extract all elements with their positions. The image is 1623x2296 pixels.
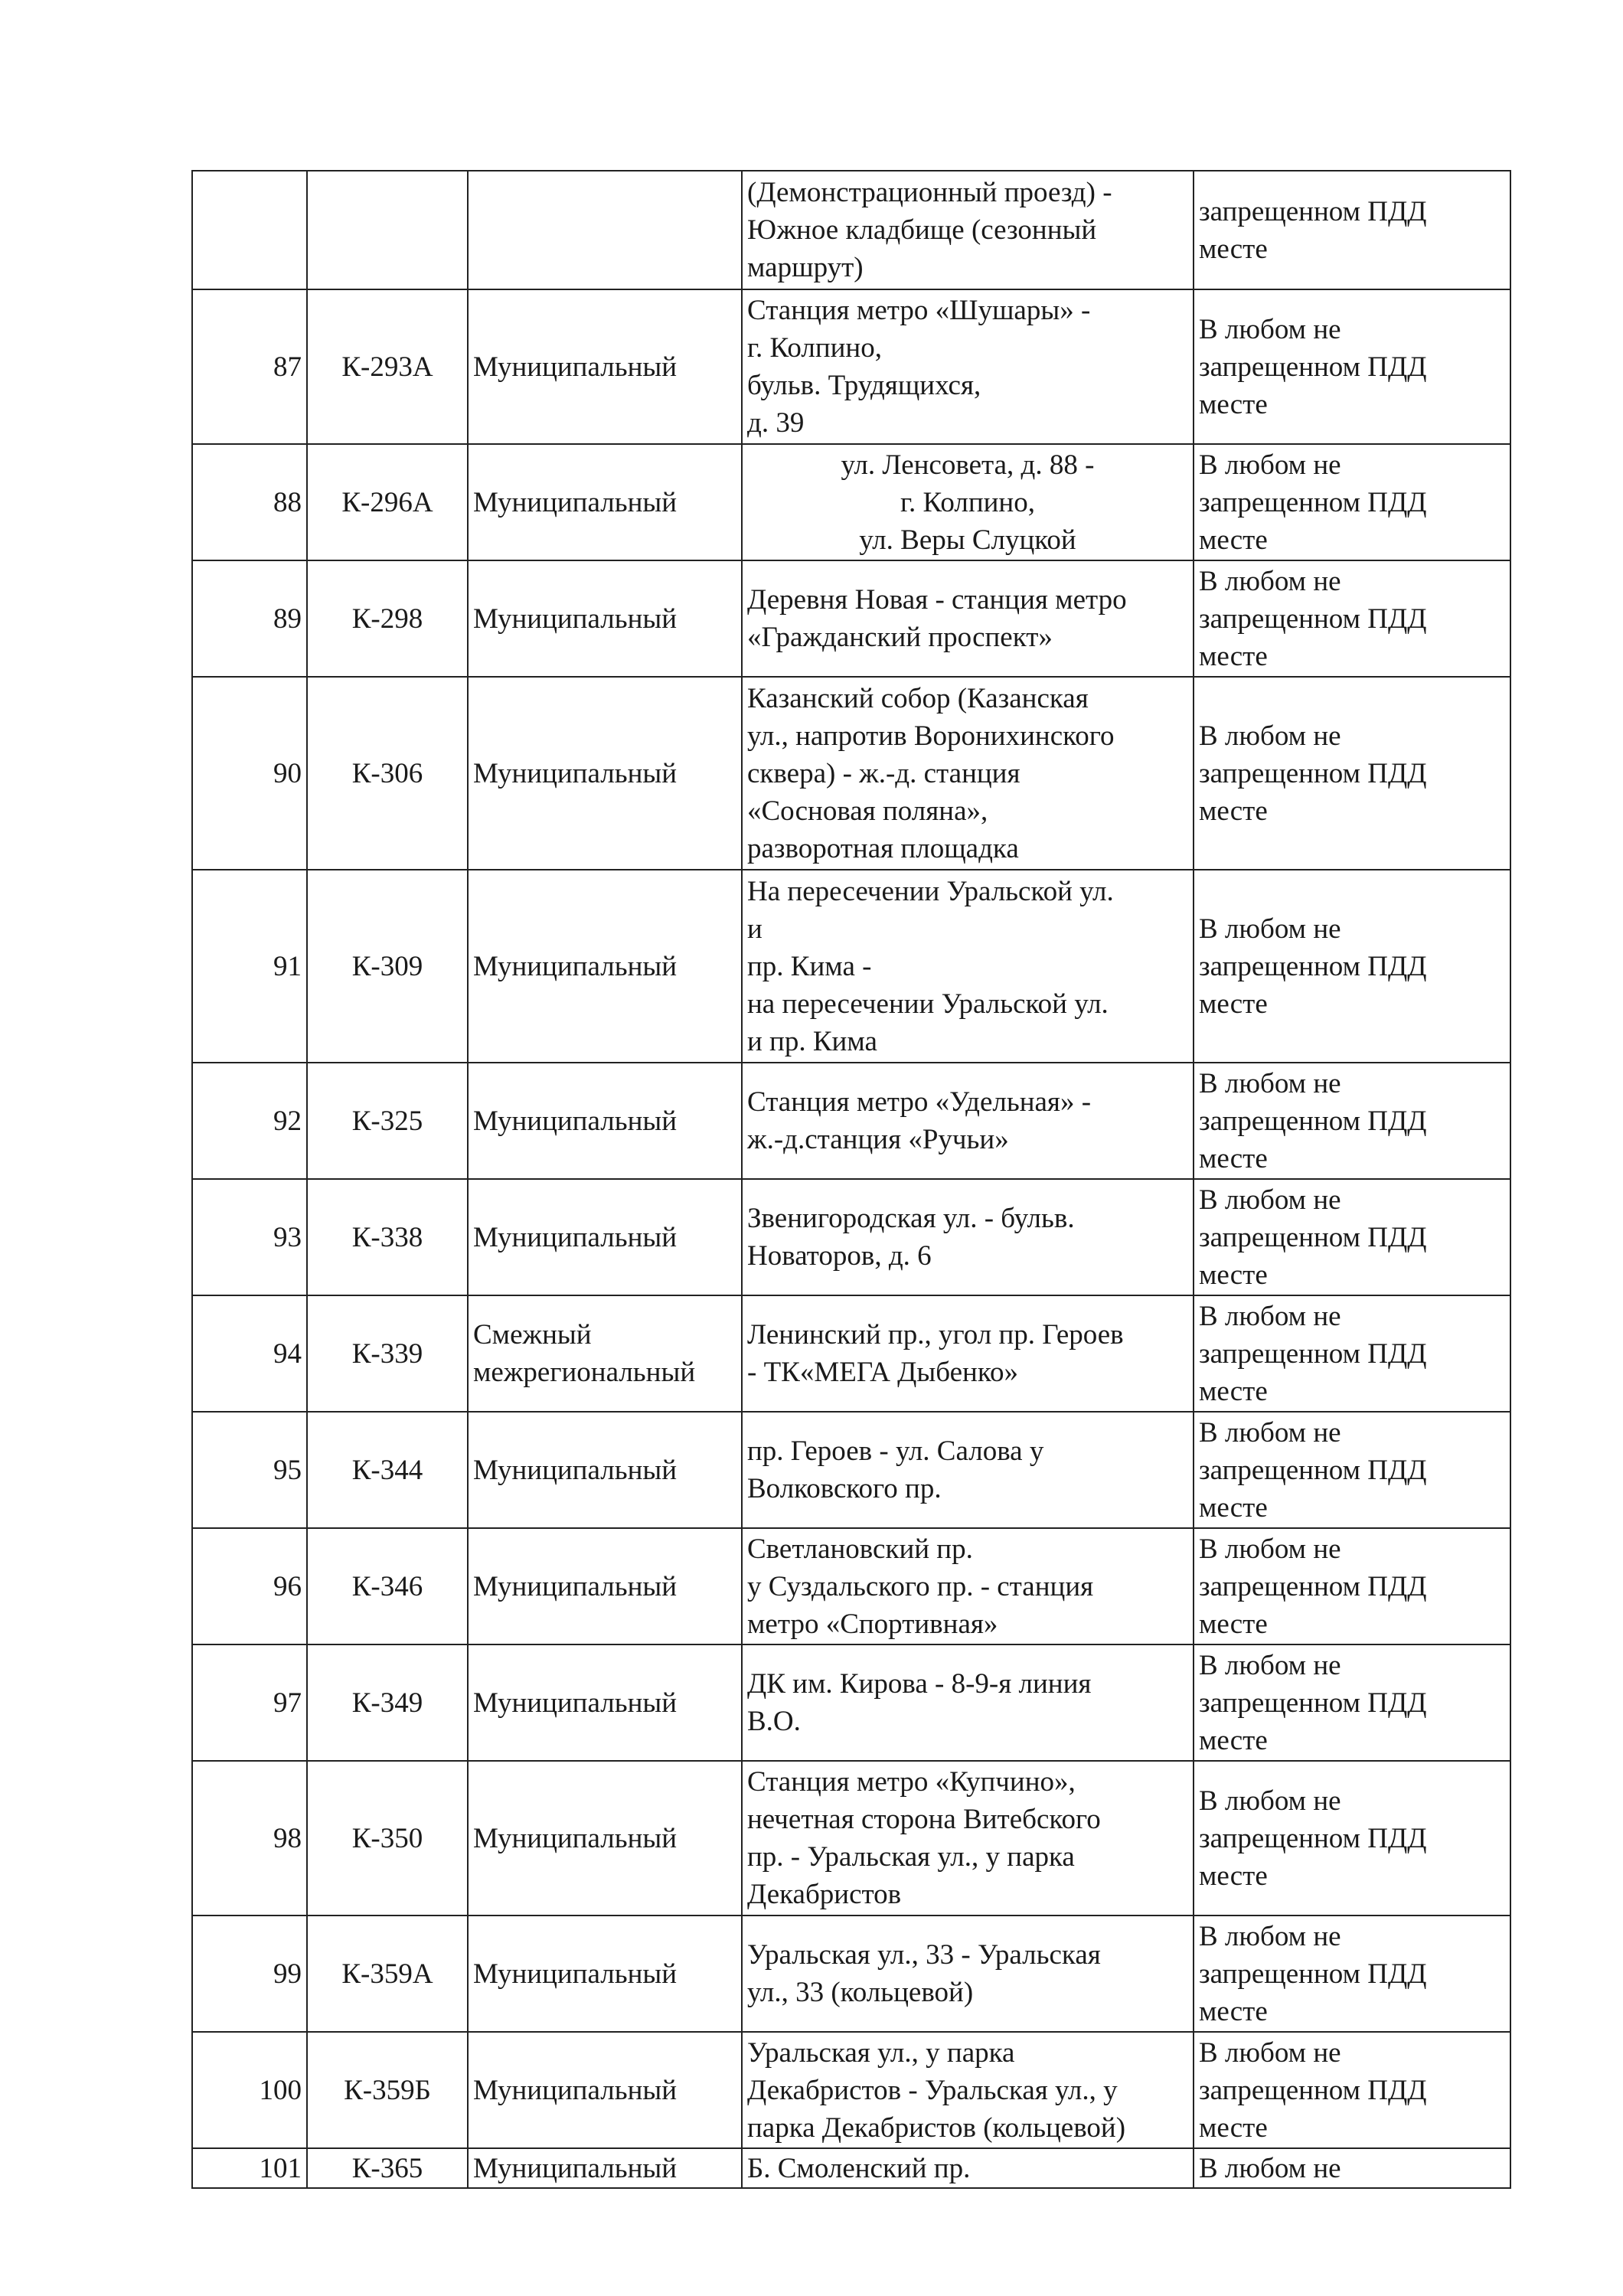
stop-rule-line: запрещенном ПДД <box>1199 1221 1427 1253</box>
row-number-cell <box>192 1063 307 1179</box>
route-type-cell <box>468 289 742 444</box>
row-number-cell <box>192 1761 307 1916</box>
stop-rule-cell <box>1194 1179 1510 1295</box>
stop-rule-line: месте <box>1199 233 1268 265</box>
route-code-cell <box>307 444 468 560</box>
route-path-line: Ленинский пр., угол пр. Героев <box>747 1319 1124 1350</box>
row-number: 94 <box>273 1337 302 1370</box>
route-type-line: Муниципальный <box>473 1687 678 1719</box>
stop-rule-cell <box>1194 1916 1510 2032</box>
row-number: 93 <box>273 1221 302 1253</box>
stop-rule-cell <box>1194 1644 1510 1761</box>
stop-rule-line: месте <box>1199 2111 1268 2144</box>
table-row <box>192 870 1510 1063</box>
route-path-line: у Суздальского пр. - станция <box>747 1570 1094 1602</box>
stop-rule-cell <box>1194 171 1510 289</box>
route-type-line: Муниципальный <box>473 1958 678 1990</box>
route-type-line: Муниципальный <box>473 1454 678 1486</box>
stop-rule-line: месте <box>1199 640 1268 672</box>
row-number: 90 <box>273 757 302 789</box>
stop-rule-cell <box>1194 1761 1510 1916</box>
stop-rule-cell <box>1194 1295 1510 1412</box>
row-number: 97 <box>273 1687 302 1719</box>
route-type-line: Муниципальный <box>473 1105 678 1137</box>
route-type-cell <box>468 1644 742 1761</box>
route-code-cell <box>307 289 468 444</box>
route-type-line: Муниципальный <box>473 351 678 383</box>
route-path-line: пр. Кима - <box>747 950 872 982</box>
route-code-cell <box>307 1412 468 1528</box>
route-path-line: г. Колпино, <box>747 332 882 364</box>
row-number: 92 <box>273 1105 302 1137</box>
stop-rule-line: запрещенном ПДД <box>1199 1822 1427 1854</box>
row-number-cell <box>192 2032 307 2148</box>
table-row <box>192 289 1510 444</box>
route-path-line: Станция метро «Купчино», <box>747 1766 1076 1798</box>
stop-rule-line: В любом не <box>1199 565 1341 597</box>
stop-rule-cell <box>1194 1063 1510 1179</box>
route-code: К-339 <box>351 1337 423 1370</box>
stop-rule-line: В любом не <box>1199 1785 1341 1817</box>
stop-rule-line: В любом не <box>1199 2152 1341 2184</box>
row-number-cell <box>192 171 307 289</box>
route-path-line: парка Декабристов (кольцевой) <box>747 2111 1126 2144</box>
route-code-cell <box>307 677 468 870</box>
route-path-cell <box>742 1295 1194 1412</box>
row-number: 91 <box>273 950 302 982</box>
stop-rule-cell <box>1194 444 1510 560</box>
route-code: К-346 <box>351 1570 423 1602</box>
stop-rule-line: В любом не <box>1199 1920 1341 1952</box>
route-path-line: разворотная площадка <box>747 832 1019 864</box>
route-type-cell <box>468 1412 742 1528</box>
row-number-cell <box>192 560 307 677</box>
route-type-line: Муниципальный <box>473 1221 678 1253</box>
route-type-cell <box>468 444 742 560</box>
row-number-cell <box>192 2148 307 2188</box>
route-path-line: Южное кладбище (сезонный <box>747 214 1097 246</box>
route-path-line: и пр. Кима <box>747 1025 877 1057</box>
route-type-cell <box>468 677 742 870</box>
stop-rule-line: месте <box>1199 1724 1268 1756</box>
table-row <box>192 1644 1510 1761</box>
routes-table-body <box>192 171 1510 2188</box>
routes-table <box>191 170 1511 2189</box>
route-path-cell <box>742 1179 1194 1295</box>
row-number: 95 <box>273 1454 302 1486</box>
table-row <box>192 1295 1510 1412</box>
route-path-cell <box>742 444 1194 560</box>
route-type-line: Смежный <box>473 1319 592 1350</box>
route-path-cell <box>742 560 1194 677</box>
stop-rule-line: В любом не <box>1199 913 1341 945</box>
stop-rule-line: запрещенном ПДД <box>1199 2074 1427 2106</box>
stop-rule-line: месте <box>1199 795 1268 827</box>
stop-rule-line: месте <box>1199 1375 1268 1407</box>
route-path-line: ул., 33 (кольцевой) <box>747 1977 974 2008</box>
table-row <box>192 444 1510 560</box>
route-path-line: Станция метро «Шушары» - <box>747 295 1091 326</box>
route-code: К-306 <box>351 757 423 789</box>
route-type-cell <box>468 171 742 289</box>
route-type-line: Муниципальный <box>473 1822 678 1854</box>
route-type-line: Муниципальный <box>473 2152 678 2184</box>
route-path-line: и <box>747 913 763 945</box>
table-row <box>192 1528 1510 1644</box>
route-type-cell <box>468 1916 742 2032</box>
stop-rule-line: В любом не <box>1199 1416 1341 1448</box>
row-number: 89 <box>273 603 302 635</box>
stop-rule-cell <box>1194 677 1510 870</box>
row-number-cell <box>192 289 307 444</box>
route-code-cell <box>307 1063 468 1179</box>
stop-rule-cell <box>1194 289 1510 444</box>
route-type-line: Муниципальный <box>473 1570 678 1602</box>
row-number: 96 <box>273 1570 302 1602</box>
route-path-line: ж.-д.станция «Ручьи» <box>747 1124 1009 1155</box>
stop-rule-line: В любом не <box>1199 2036 1341 2069</box>
row-number-cell <box>192 870 307 1063</box>
route-path-cell <box>742 289 1194 444</box>
stop-rule-cell <box>1194 2032 1510 2148</box>
route-path-line: (Демонстрационный проезд) - <box>747 177 1112 208</box>
route-code: К-365 <box>351 2152 423 2184</box>
stop-rule-line: месте <box>1199 1995 1268 2027</box>
route-path-cell <box>742 1644 1194 1761</box>
stop-rule-line: месте <box>1199 988 1268 1020</box>
stop-rule-line: месте <box>1199 524 1268 556</box>
route-path-line: Казанский собор (Казанская <box>747 682 1089 714</box>
route-path-line: сквера) - ж.-д. станция <box>747 757 1020 789</box>
route-code: К-359А <box>341 1958 433 1990</box>
route-code: К-296А <box>341 486 433 518</box>
stop-rule-line: В любом не <box>1199 1533 1341 1565</box>
route-path-line: - ТК«МЕГА Дыбенко» <box>747 1357 1018 1388</box>
route-type-cell <box>468 1063 742 1179</box>
route-path-line: Деревня Новая - станция метро <box>747 584 1127 616</box>
table-row <box>192 1761 1510 1916</box>
route-path-line: «Гражданский проспект» <box>747 622 1053 653</box>
stop-rule-line: месте <box>1199 1142 1268 1174</box>
route-type-cell <box>468 2148 742 2188</box>
row-number-cell <box>192 1528 307 1644</box>
route-type-line: Муниципальный <box>473 950 678 982</box>
route-path-line: бульв. Трудящихся, <box>747 370 981 401</box>
row-number-cell <box>192 1179 307 1295</box>
table-row <box>192 1916 1510 2032</box>
route-type-cell <box>468 870 742 1063</box>
stop-rule-line: В любом не <box>1199 1649 1341 1681</box>
route-path-line: Декабристов <box>747 1879 902 1910</box>
row-number-cell <box>192 1644 307 1761</box>
stop-rule-line: В любом не <box>1199 720 1341 752</box>
route-type-cell <box>468 1761 742 1916</box>
stop-rule-line: В любом не <box>1199 1184 1341 1216</box>
route-path-cell <box>742 1063 1194 1179</box>
stop-rule-line: запрещенном ПДД <box>1199 351 1427 383</box>
route-path-line: ул., напротив Воронихинского <box>747 720 1115 752</box>
route-code: К-309 <box>351 950 423 982</box>
route-path-line: Звенигородская ул. - бульв. <box>747 1203 1075 1234</box>
route-path-line: Уральская ул., у парка <box>747 2036 1015 2069</box>
route-code: К-298 <box>351 603 423 635</box>
row-number-cell <box>192 1412 307 1528</box>
row-number-cell <box>192 1916 307 2032</box>
route-path-line: «Сосновая поляна», <box>747 795 988 827</box>
route-path-cell <box>742 870 1194 1063</box>
route-path-line: Декабристов - Уральская ул., у <box>747 2074 1118 2106</box>
route-code-cell <box>307 1916 468 2032</box>
stop-rule-line: запрещенном ПДД <box>1199 1958 1427 1990</box>
table-row <box>192 171 1510 289</box>
route-path-cell <box>742 171 1194 289</box>
stop-rule-line: запрещенном ПДД <box>1199 1687 1427 1719</box>
stop-rule-line: В любом не <box>1199 449 1341 481</box>
route-path-line: ул. Веры Слуцкой <box>859 524 1076 556</box>
route-type-line: Муниципальный <box>473 486 678 518</box>
route-code-cell <box>307 2032 468 2148</box>
route-path-cell <box>742 1412 1194 1528</box>
route-code-cell <box>307 1295 468 1412</box>
route-code: К-344 <box>351 1454 423 1486</box>
route-type-line: Муниципальный <box>473 603 678 635</box>
stop-rule-line: запрещенном ПДД <box>1199 195 1427 227</box>
route-path-line: пр. Героев - ул. Салова у <box>747 1435 1044 1467</box>
route-code: К-350 <box>351 1822 423 1854</box>
stop-rule-line: месте <box>1199 1259 1268 1291</box>
route-code: К-338 <box>351 1221 423 1253</box>
row-number: 98 <box>273 1822 302 1854</box>
stop-rule-line: запрещенном ПДД <box>1199 950 1427 982</box>
table-row <box>192 677 1510 870</box>
stop-rule-line: запрещенном ПДД <box>1199 1105 1427 1137</box>
route-type-cell <box>468 2032 742 2148</box>
stop-rule-line: В любом не <box>1199 1300 1341 1332</box>
row-number: 87 <box>273 351 302 383</box>
row-number: 99 <box>273 1958 302 1990</box>
route-code-cell <box>307 2148 468 2188</box>
route-path-line: на пересечении Уральской ул. <box>747 988 1109 1020</box>
route-type-line: межрегиональный <box>473 1357 696 1388</box>
route-code-cell <box>307 870 468 1063</box>
route-code-cell <box>307 1761 468 1916</box>
route-path-line: Светлановский пр. <box>747 1533 973 1565</box>
row-number: 101 <box>259 2152 302 2184</box>
route-code-cell <box>307 560 468 677</box>
route-type-line: Муниципальный <box>473 757 678 789</box>
route-code-cell <box>307 1528 468 1644</box>
route-path-line: Уральская ул., 33 - Уральская <box>747 1939 1101 1971</box>
route-code: К-349 <box>351 1687 423 1719</box>
route-code-cell <box>307 171 468 289</box>
table-row <box>192 560 1510 677</box>
row-number-cell <box>192 677 307 870</box>
row-number: 88 <box>273 486 302 518</box>
route-path-line: Новаторов, д. 6 <box>747 1240 932 1272</box>
stop-rule-line: месте <box>1199 388 1268 420</box>
stop-rule-line: запрещенном ПДД <box>1199 1337 1427 1370</box>
stop-rule-line: В любом не <box>1199 1067 1341 1099</box>
route-path-line: метро «Спортивная» <box>747 1608 998 1640</box>
table-row <box>192 2032 1510 2148</box>
route-path-line: нечетная сторона Витебского <box>747 1804 1101 1835</box>
route-path-cell <box>742 1916 1194 2032</box>
route-code-cell <box>307 1644 468 1761</box>
stop-rule-cell <box>1194 1412 1510 1528</box>
route-type-cell <box>468 1179 742 1295</box>
route-path-line: ДК им. Кирова - 8-9-я линия <box>747 1668 1092 1700</box>
route-path-line: д. 39 <box>747 407 805 439</box>
stop-rule-line: запрещенном ПДД <box>1199 486 1427 518</box>
stop-rule-line: месте <box>1199 1491 1268 1524</box>
stop-rule-line: месте <box>1199 1860 1268 1892</box>
row-number-cell <box>192 444 307 560</box>
route-path-cell <box>742 677 1194 870</box>
route-path-line: На пересечении Уральской ул. <box>747 875 1114 907</box>
stop-rule-line: запрещенном ПДД <box>1199 757 1427 789</box>
route-path-line: Станция метро «Удельная» - <box>747 1086 1092 1118</box>
route-path-line: маршрут) <box>747 252 864 283</box>
route-path-line: пр. - Уральская ул., у парка <box>747 1841 1075 1873</box>
route-type-cell <box>468 1295 742 1412</box>
route-path-line: г. Колпино, <box>900 486 1035 518</box>
route-code: К-325 <box>351 1105 423 1137</box>
stop-rule-cell <box>1194 1528 1510 1644</box>
table-row <box>192 1179 1510 1295</box>
row-number: 100 <box>259 2074 302 2106</box>
route-code: К-359Б <box>344 2074 431 2106</box>
route-path-line: Волковского пр. <box>747 1473 942 1504</box>
stop-rule-cell <box>1194 560 1510 677</box>
route-type-cell <box>468 560 742 677</box>
stop-rule-cell <box>1194 2148 1510 2188</box>
row-number-cell <box>192 1295 307 1412</box>
route-path-cell <box>742 1528 1194 1644</box>
stop-rule-line: В любом не <box>1199 313 1341 345</box>
table-row <box>192 2148 1510 2188</box>
route-path-line: ул. Ленсовета, д. 88 - <box>841 449 1095 481</box>
stop-rule-line: запрещенном ПДД <box>1199 1570 1427 1602</box>
route-code: К-293А <box>341 351 433 383</box>
route-path-cell <box>742 2032 1194 2148</box>
route-path-line: В.О. <box>747 1706 801 1737</box>
route-path-line: Б. Смоленский пр. <box>747 2152 971 2184</box>
stop-rule-line: запрещенном ПДД <box>1199 603 1427 635</box>
table-row <box>192 1412 1510 1528</box>
route-path-cell <box>742 2148 1194 2188</box>
stop-rule-line: месте <box>1199 1608 1268 1640</box>
route-path-cell <box>742 1761 1194 1916</box>
stop-rule-line: запрещенном ПДД <box>1199 1454 1427 1486</box>
route-type-line: Муниципальный <box>473 2074 678 2106</box>
route-code-cell <box>307 1179 468 1295</box>
stop-rule-cell <box>1194 870 1510 1063</box>
route-type-cell <box>468 1528 742 1644</box>
table-row <box>192 1063 1510 1179</box>
